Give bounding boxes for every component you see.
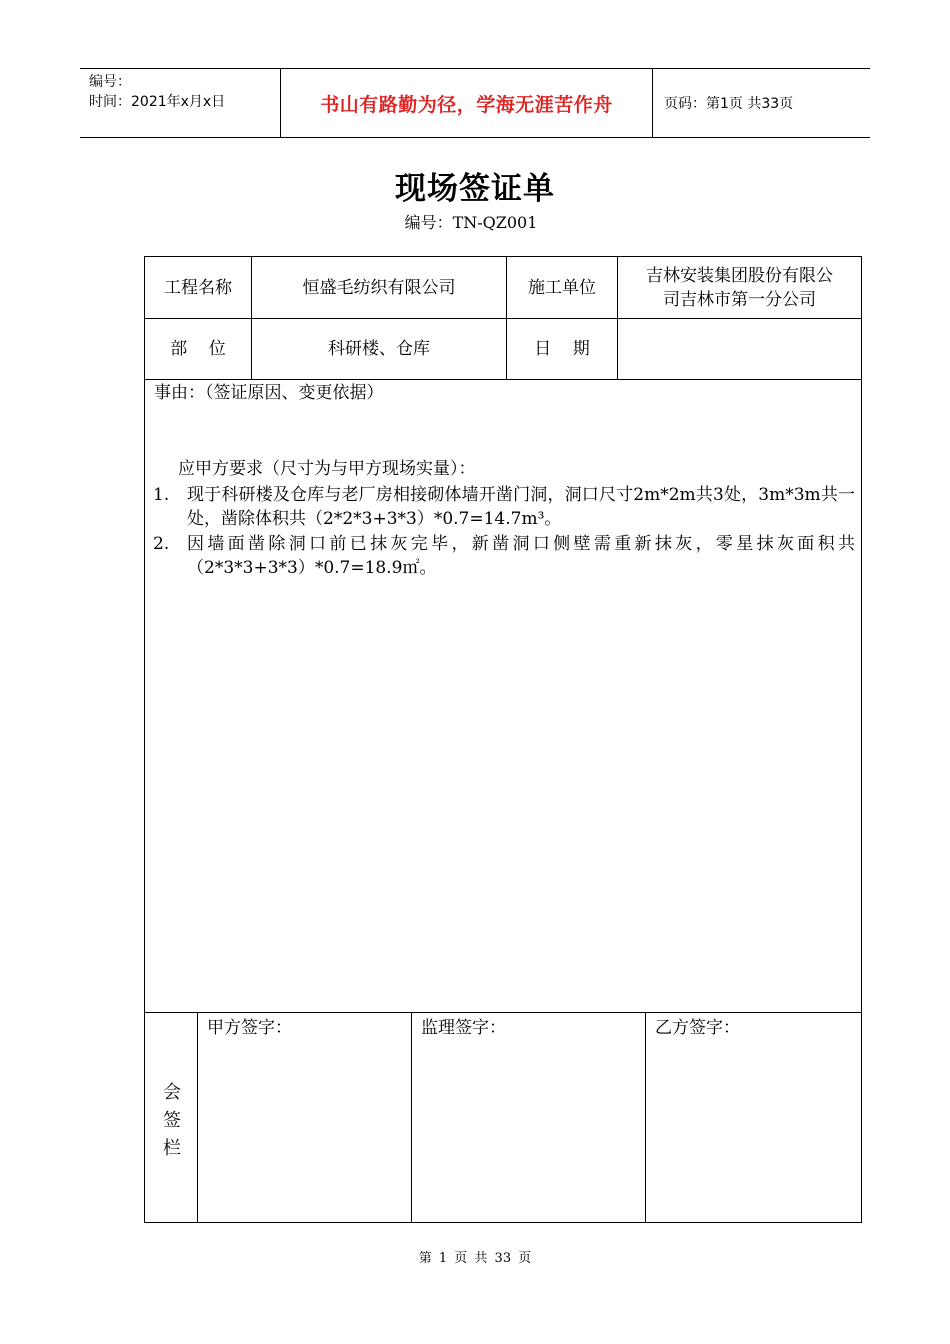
page-footer: 第 1 页 共 33 页 bbox=[418, 1251, 532, 1266]
date-value bbox=[618, 319, 861, 379]
header-motto: 书山有路勤为径，学海无涯苦作舟 bbox=[280, 69, 653, 137]
contractor-value-line1: 吉林安装集团股份有限公 bbox=[646, 265, 833, 286]
contractor-label: 施工单位 bbox=[528, 277, 596, 298]
location-value: 科研楼、仓库 bbox=[328, 339, 430, 359]
reason-item-1 bbox=[153, 483, 855, 531]
visa-form bbox=[144, 256, 862, 1223]
project-name-label: 工程名称 bbox=[164, 277, 232, 298]
reason-label: 事由：（签证原因、变更依据） bbox=[154, 383, 384, 403]
reason-item-2 bbox=[153, 532, 855, 580]
party-b-sign-label: 乙方签字： bbox=[655, 1018, 740, 1038]
contractor-value bbox=[618, 257, 861, 318]
sign-divider-3 bbox=[645, 1012, 646, 1222]
countersign-label: 会签栏 bbox=[163, 1082, 181, 1159]
reason-item-number: 1. bbox=[153, 485, 170, 505]
page-header bbox=[80, 68, 870, 138]
contractor-value-line2: 司吉林市第一分公司 bbox=[663, 289, 816, 310]
header-time-label: 时间：2021年x月x日 bbox=[89, 94, 226, 110]
supervisor-sign-label: 监理签字： bbox=[421, 1018, 506, 1038]
party-a-sign-label: 甲方签字： bbox=[207, 1018, 292, 1038]
reason-item-text: 现于科研楼及仓库与老厂房相接砌体墙开凿门洞，洞口尺寸2m*2m共3处，3m*3m共一处，凿除体积共（2*2*3+3*3）*0.7=14.7m³。 bbox=[187, 485, 855, 529]
reason-item-number: 2. bbox=[153, 534, 170, 554]
header-page-info: 页码：第1页 共33页 bbox=[664, 96, 794, 112]
row-divider-2 bbox=[145, 379, 861, 380]
row-divider-3 bbox=[145, 1012, 861, 1013]
location-label: 部 位 bbox=[170, 339, 226, 359]
project-name-value: 恒盛毛纺织有限公司 bbox=[302, 277, 456, 298]
reason-intro: 应甲方要求（尺寸为与甲方现场实量）： bbox=[178, 459, 476, 479]
document-title: 现场签证单 bbox=[395, 171, 555, 207]
sign-divider-1 bbox=[197, 1012, 198, 1222]
date-label: 日 期 bbox=[534, 339, 590, 359]
document-number: 编号：TN-QZ001 bbox=[404, 213, 538, 232]
header-number-label: 编号： bbox=[89, 74, 131, 90]
header-meta bbox=[80, 69, 280, 137]
sign-divider-2 bbox=[411, 1012, 412, 1222]
reason-item-text: 因墙面凿除洞口前已抹灰完毕，新凿洞口侧壁需重新抹灰，零星抹灰面积共（2*3*3+3*3）*0.7=18.9㎡。 bbox=[187, 534, 855, 578]
